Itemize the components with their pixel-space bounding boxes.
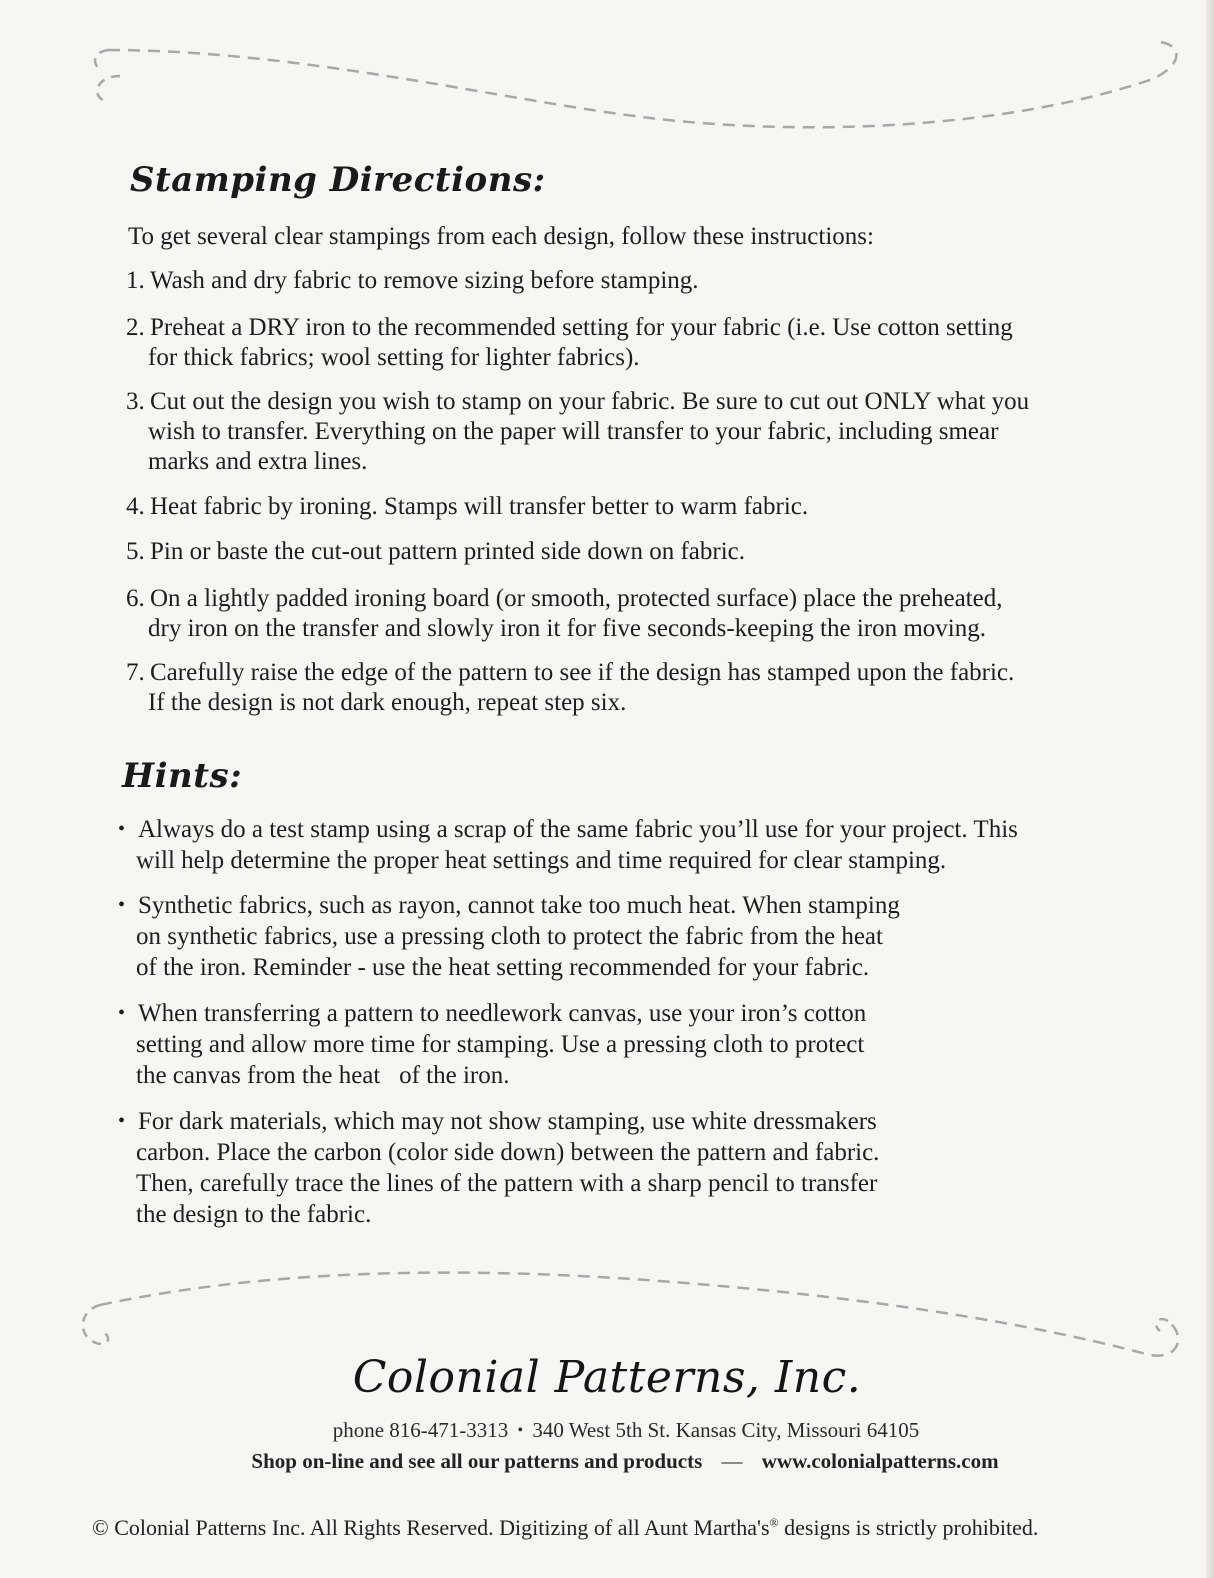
step-text: Wash and dry fabric to remove sizing before stamping. <box>150 267 699 294</box>
phone-number: phone 816-471-3313 <box>332 1418 509 1442</box>
top-dashed-swirl <box>0 20 1214 140</box>
step-text: Cut out the design you wish to stamp on your fabric. Be sure to cut out ONLY what you <box>150 388 1030 415</box>
bullet-icon: • <box>118 818 126 840</box>
copyright-text: © Colonial Patterns Inc. All Rights Reserved. Digitizing of all Aunt Martha's <box>92 1515 770 1540</box>
step-text: Heat fabric by ironing. Stamps will transfer better to warm fabric. <box>150 493 809 520</box>
contact-line <box>0 1418 1214 1443</box>
street-address: 340 West 5th St. Kansas City, Missouri 64105 <box>532 1418 920 1442</box>
stamping-directions-heading: Stamping Directions: <box>130 160 546 200</box>
hint-text: Synthetic fabrics, such as rayon, cannot take too much heat. When stamping <box>138 892 900 919</box>
step-7 <box>126 658 1156 718</box>
copyright-notice <box>92 1515 1038 1541</box>
step-number: 3. <box>126 388 145 415</box>
step-number: 1. <box>126 267 145 294</box>
stamping-intro: To get several clear stampings from each design, follow these instructions: <box>128 223 874 250</box>
step-number: 4. <box>126 493 145 520</box>
hint-text: Always do a test stamp using a scrap of the same fabric you’ll use for your project. This <box>138 816 1018 843</box>
step-text: On a lightly padded ironing board (or smooth, protected surface) place the preheated, <box>150 585 1003 612</box>
hint-text: on synthetic fabrics, use a pressing cloth to protect the fabric from the heat <box>136 923 883 950</box>
hint-1 <box>118 814 1148 876</box>
hint-text: setting and allow more time for stamping. Use a pressing cloth to protect <box>136 1031 865 1058</box>
hint-2 <box>118 890 1148 983</box>
step-2 <box>126 313 1156 373</box>
copyright-end: designs is strictly prohibited. <box>778 1515 1039 1540</box>
hints-heading: Hints: <box>122 756 243 796</box>
hint-text: For dark materials, which may not show stamping, use white dressmakers <box>138 1108 877 1135</box>
step-number: 5. <box>126 538 145 565</box>
step-text: dry iron on the transfer and slowly iron it for five seconds-keeping the iron moving. <box>148 615 987 642</box>
bullet-icon: • <box>118 894 126 916</box>
step-text: for thick fabrics; wool setting for lighter fabrics). <box>148 344 640 371</box>
step-1 <box>126 266 1156 296</box>
step-text: wish to transfer. Everything on the paper will transfer to your fabric, including smear <box>148 418 999 445</box>
step-text: Preheat a DRY iron to the recommended setting for your fabric (i.e. Use cotton setting <box>150 314 1013 341</box>
step-number: 6. <box>126 585 145 612</box>
shop-text: Shop on-line and see all our patterns and products <box>251 1449 703 1473</box>
step-text: marks and extra lines. <box>148 448 368 475</box>
step-number: 7. <box>126 659 145 686</box>
hint-4 <box>118 1106 1148 1230</box>
hint-text: Then, carefully trace the lines of the pattern with a sharp pencil to transfer <box>136 1170 878 1197</box>
step-number: 2. <box>126 314 145 341</box>
step-text: If the design is not dark enough, repeat step six. <box>148 689 627 716</box>
hint-text: will help determine the proper heat settings and time required for clear stamping. <box>136 847 947 874</box>
hint-text: When transferring a pattern to needlework canvas, use your iron’s cotton <box>138 1000 867 1027</box>
hint-text: of the iron. Reminder - use the heat setting recommended for your fabric. <box>136 954 870 981</box>
step-6 <box>126 584 1156 644</box>
hint-text: carbon. Place the carbon (color side down) between the pattern and fabric. <box>136 1139 880 1166</box>
separator-dot: • <box>517 1422 524 1439</box>
page-edge <box>1206 0 1214 1578</box>
bullet-icon: • <box>118 1110 126 1132</box>
company-name: Colonial Patterns, Inc. <box>352 1352 862 1403</box>
hint-text: the design to the fabric. <box>136 1201 372 1228</box>
step-5 <box>126 537 1156 567</box>
registered-mark: ® <box>769 1515 779 1530</box>
website-link[interactable]: www.colonialpatterns.com <box>761 1449 999 1473</box>
hint-3 <box>118 998 1148 1091</box>
step-4 <box>126 492 1156 522</box>
shop-dash: — <box>721 1449 743 1473</box>
step-text: Carefully raise the edge of the pattern to see if the design has stamped upon the fabric. <box>150 659 1015 686</box>
bullet-icon: • <box>118 1002 126 1024</box>
step-3 <box>126 387 1156 477</box>
step-text: Pin or baste the cut-out pattern printed side down on fabric. <box>150 538 745 565</box>
shop-line <box>0 1449 1214 1474</box>
hint-text: the canvas from the heat of the iron. <box>136 1062 510 1089</box>
